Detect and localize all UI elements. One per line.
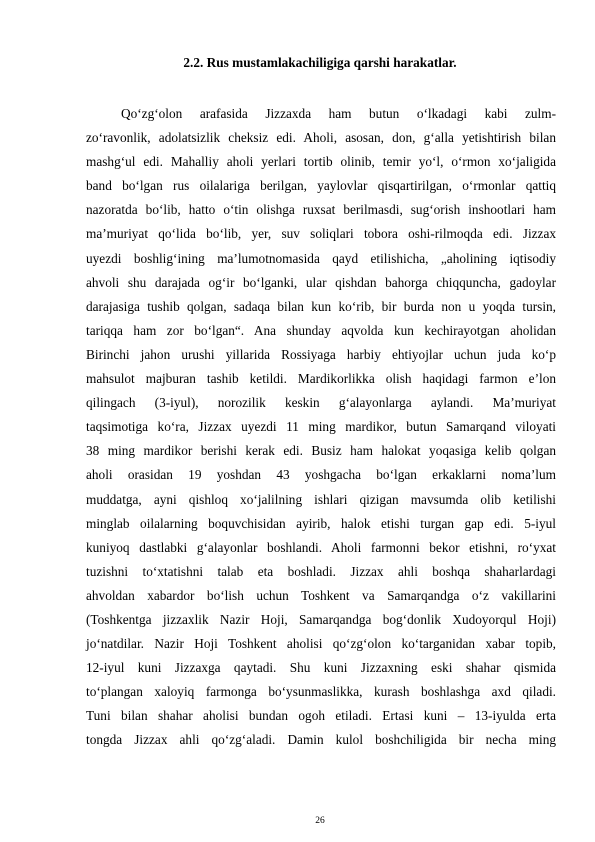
paragraph-line: muddatga, ayni qishloq xo‘jalilning ishlari qizigan mavsumda olib ketilishi xyxy=(86,491,556,507)
paragraph-line: band bo‘lgan rus oilalariga berilgan, yaylovlar qisqartirilgan, o‘rmonlar qattiq xyxy=(86,178,556,194)
paragraph-line: uyezdi boshlig‘ining ma’lumotnomasida qayd etilishicha, „aholining iqtisodiy xyxy=(86,250,556,266)
paragraph-line: tariqqa ham zor bo‘lgan“. Ana shunday aqvolda kun kechirayotgan aholidan xyxy=(86,322,556,338)
paragraph-line: to‘plangan xaloyiq farmonga bo‘ysunmaslikka, kurash boshlashga axd qiladi. xyxy=(86,684,556,700)
paragraph-line: (Toshkentga jizzaxlik Nazir Hoji, Samarqandga bog‘donlik Xudoyorqul Hoji) xyxy=(86,611,556,627)
paragraph-line: Qo‘zg‘olon arafasida Jizzaxda ham butun o‘lkadagi kabi zulm- xyxy=(121,106,556,121)
paragraph-line: darajasiga tushib qolgan, sadaqa bilan kun ko‘rib, bir burda non u yoqda tursin, xyxy=(86,298,556,314)
paragraph-line: aholi orasidan 19 yoshdan 43 yoshgacha bo‘lgan erkaklarni noma’lum xyxy=(86,467,556,483)
paragraph-line: ma’muriyat qo‘lida bo‘lib, yer, suv soliqlari tobora oshi-rilmoqda edi. Jizzax xyxy=(86,226,556,242)
paragraph-line: Birinchi jahon urushi yillarida Rossiyaga harbiy ehtiyojlar uchun juda ko‘p xyxy=(86,346,556,362)
paragraph-line: Tuni bilan shahar aholisi bundan ogoh etiladi. Ertasi kuni – 13-iyulda erta xyxy=(86,708,556,724)
section-heading: 2.2. Rus mustamlakachiligiga qarshi harakatlar. xyxy=(183,55,457,70)
paragraph-line: ahvoli shu darajada og‘ir bo‘lganki, ular qishdan bahorga chiqquncha, gadoylar xyxy=(86,274,556,290)
paragraph-line: jo‘natdilar. Nazir Hoji Toshkent aholisi qo‘zg‘olon ko‘targanidan xabar topib, xyxy=(86,636,556,652)
paragraph-line: minglab oilalarning boquvchisidan ayirib, halok etishi turgan gap edi. 5-iyul xyxy=(86,515,556,531)
paragraph-line: zo‘ravonlik, adolatsizlik cheksiz edi. Aholi, asosan, don, g‘alla yetishtirish bilan xyxy=(86,130,556,146)
paragraph-line: taqsimotiga ko‘ra, Jizzax uyezdi 11 ming mardikor, butun Samarqand viloyati xyxy=(86,419,556,435)
paragraph-line: mahsulot majburan tashib ketildi. Mardikorlikka olish haqidagi farmon e’lon xyxy=(86,371,556,387)
paragraph-line: mashg‘ul edi. Mahalliy aholi yerlari tortib olinib, temir yo‘l, o‘rmon xo‘jaligida xyxy=(86,154,556,170)
paragraph-line: nazoratda bo‘lib, hatto o‘tin olishga ruxsat berilmasdi, sug‘orish inshootlari ham xyxy=(86,202,556,218)
page-number: 26 xyxy=(315,816,325,826)
paragraph-line: 12-iyul kuni Jizzaxga qaytadi. Shu kuni Jizzaxning eski shahar qismida xyxy=(86,660,556,676)
paragraph-line: 38 ming mardikor berishi kerak edi. Busiz ham halokat yoqasiga kelib qolgan xyxy=(86,443,556,459)
paragraph-line: tongda Jizzax ahli qo‘zg‘aladi. Damin kulol boshchiligida bir necha ming xyxy=(86,732,556,748)
paragraph-line: kuniyoq dastlabki g‘alayonlar boshlandi. Aholi farmonni bekor etishni, ro‘yxat xyxy=(86,539,556,555)
paragraph-line: qilingach (3-iyul), norozilik keskin g‘alayonlarga aylandi. Ma’muriyat xyxy=(86,395,556,411)
paragraph-line: ahvoldan xabardor bo‘lish uchun Toshkent va Samarqandga o‘z vakillarini xyxy=(86,587,556,603)
paragraph-line: tuzishni to‘xtatishni talab eta boshladi. Jizzax ahli boshqa shaharlardagi xyxy=(86,563,556,579)
body-paragraph xyxy=(86,102,556,753)
